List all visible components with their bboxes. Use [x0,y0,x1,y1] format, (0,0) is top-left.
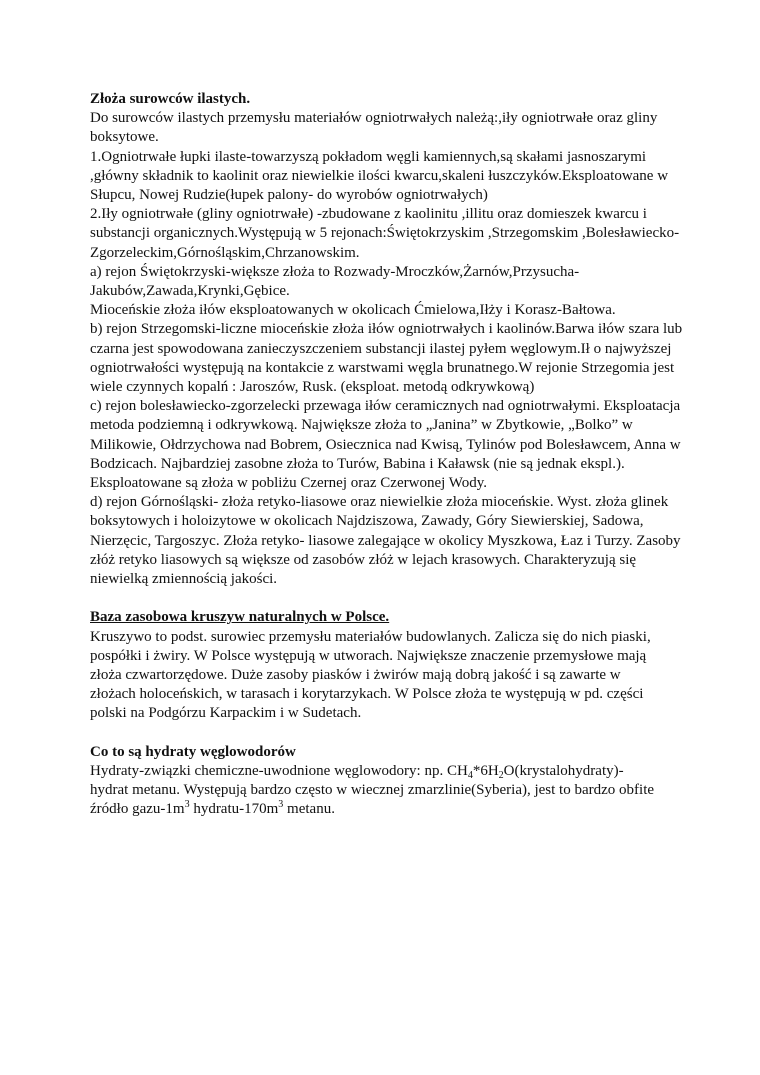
document-body [90,90,690,820]
section-title-aggregates: Baza zasobowa kruszyw naturalnych w Polsce. [90,609,390,626]
paragraph-line: Zgorzeleckim,Górnośląskim,Chrzanowskim. [90,244,360,261]
paragraph-line: Eksploatowane są złoża w pobliżu Czernej oraz Czerwonej Wody. [90,475,487,492]
paragraph-line: substancji organicznych.Występują w 5 rejonach:Świętokrzyskim ,Strzegomskim ,Bolesławiecko- [90,225,680,242]
paragraph-line: czarna jest spowodowana zanieczyszczeniem substancji ilastej pyłem węglowym.Ił o najwyższej [90,340,672,357]
paragraph-line: polski na Podgórzu Karpackim i w Sudetach. [90,705,362,722]
subscript: 2 [498,770,504,782]
paragraph-line: Do surowców ilastych przemysłu materiałów ogniotrwałych należą:,iły ogniotrwałe oraz gliny [90,110,658,127]
paragraph-line: złóż retyko liasowych są większe od zasobów złóż w lejach krasowych. Charakteryzują się [90,551,637,568]
paragraph-line: Bodzicach. Najbardziej zasobne złoża to Turów, Babina i Kaławsk (nie są jednak ekspl.). [90,455,625,472]
paragraph-line: złożach holoceńskich, w tarasach i korytarzykach. W Polsce złoża te występują w pd. części [90,686,644,703]
section-spacer [90,589,690,608]
paragraph-line: pospółki i żwiry. W Polsce występują w utworach. Największe znaczenie przemysłowe mają [90,647,647,664]
paragraph-line: Milikowie, Ołdrzychowa nad Bobrem, Osiecznica nad Kwisą, Tylinów pod Bolesławcem, Anna w [90,436,681,453]
paragraph-line: c) rejon bolesławiecko-zgorzelecki przewaga iłów ceramicznych nad ogniotrwałymi. Eksploatacja [90,398,681,415]
paragraph-line: Kruszywo to podst. surowiec przemysłu materiałów budowlanych. Zalicza się do nich piaski, [90,628,651,645]
formula-text: Hydraty-związki chemiczne-uwodnione węglowodory: np. CH [90,763,468,780]
section-title-clay-deposits: Złoża surowców ilastych. [90,91,251,107]
paragraph-line: a) rejon Świętokrzyski-większe złoża to Rozwady-Mroczków,Żarnów,Przysucha- [90,263,580,280]
paragraph-line: b) rejon Strzegomski-liczne mioceńskie złoża iłów ogniotrwałych i kaolinów.Barwa iłów szara lub [90,321,683,338]
paragraph-line: Nierzęcic, Targoszyc. Złoża retyko- liasowe zalegające w okolicy Myszkowa, Łaz i Turzy. Zasoby [90,532,681,549]
paragraph-line: 1.Ogniotrwałe łupki ilaste-towarzyszą pokładom węgli kamiennych,są skałami jasnoszarymi [90,148,647,165]
paragraph-line: boksytowych i holoizytowe w okolicach Najdziszowa, Zawady, Góry Siewierskiej, Sadowa, [90,513,644,530]
paragraph-line-units [90,800,690,819]
paragraph-line: 2.Iły ogniotrwałe (gliny ogniotrwałe) -zbudowane z kaolinitu ,illitu oraz domieszek kwarcu i [90,206,647,223]
paragraph-line: złoża czwartorzędowe. Duże zasoby piasków i żwirów mają dobrą jakość i są zawarte w [90,667,621,684]
paragraph-line: Jakubów,Zawada,Krynki,Gębice. [90,283,290,300]
paragraph-line: ogniotrwałości występują na kontakcie z warstwami węgla brunatnego.W rejonie Strzegomia jest [90,359,675,376]
paragraph-line: Słupcu, Nowej Rudzie(łupek palony- do wyrobów ogniotrwałych) [90,187,488,204]
superscript: 3 [278,799,284,811]
units-text: źródło gazu-1m [90,801,185,818]
subscript: 4 [467,770,473,782]
paragraph-line: ,główny składnik to kaolinit oraz niewielkie ilości kwarcu,skaleni łuszczyków.Eksploatowane w [90,167,669,184]
paragraph-line-formula [90,762,690,781]
section-spacer [90,724,690,743]
paragraph-line: metoda podziemną i odkrywkową. Największe złoża to „Janina” w Zbytkowie, „Bolko” w [90,417,633,434]
superscript: 3 [184,799,190,811]
paragraph-line: d) rejon Górnośląski- złoża retyko-liasowe oraz niewielkie złoża mioceńskie. Wyst. złoża glinek [90,494,669,511]
paragraph-line: wiele czynnych kopalń : Jaroszów, Rusk. (eksploat. metodą odkrywkową) [90,379,535,396]
units-text: hydratu-170m [189,801,279,818]
formula-text: *6H [472,763,499,780]
paragraph-line: niewielką zmiennością jakości. [90,571,278,588]
units-text: metanu. [283,801,335,818]
section-title-hydrates: Co to są hydraty węglowodorów [90,743,296,760]
paragraph-line: boksytowe. [90,129,159,146]
formula-text: O(krystalohydraty)- [503,763,624,780]
paragraph-line: hydrat metanu. Występują bardzo często w wiecznej zmarzlinie(Syberia), jest to bardzo obfite [90,782,655,799]
paragraph-line: Mioceńskie złoża iłów eksploatowanych w okolicach Ćmielowa,Iłży i Korasz-Bałtowa. [90,302,616,319]
